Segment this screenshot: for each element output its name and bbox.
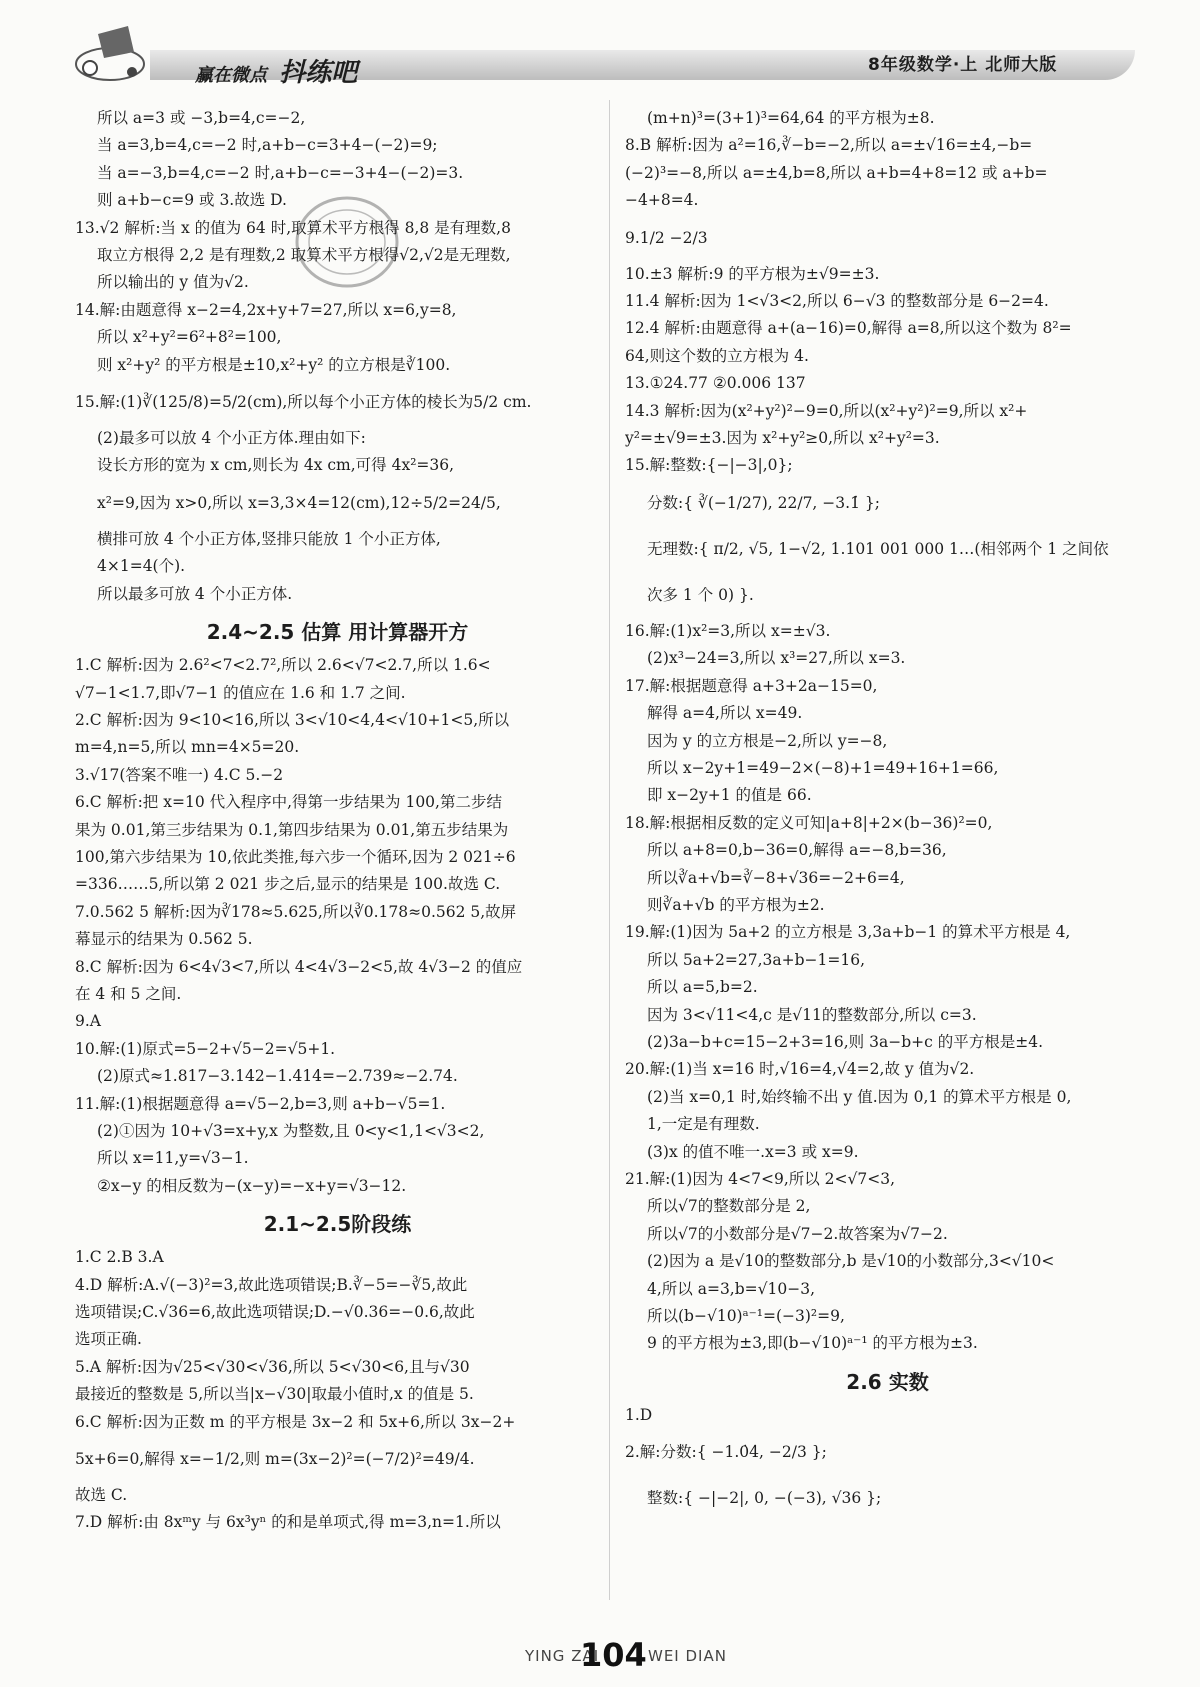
answer-line: 所以 a+8=0,b−36=0,解得 a=−8,b=36, [647, 841, 947, 860]
answer-line: 21.解:(1)因为 4<7<9,所以 2<√7<3, [625, 1170, 896, 1188]
answer-line: (−2)³=−8,所以 a=±4,b=8,所以 a+b=4+8=12 或 a+b= [625, 163, 1048, 182]
answer-line: 选项错误;C.√36=6,故此选项错误;D.−√0.36=−0.6,故此 [75, 1303, 475, 1322]
answer-line: 8.C 解析:因为 6<4√3<7,所以 4<4√3−2<5,故 4√3−2 的值应 [75, 957, 523, 976]
answer-line: 所以(b−√10)ᵃ⁻¹=(−3)²=9, [647, 1307, 845, 1326]
answer-line: x²=9,因为 x>0,所以 x=3,3×4=12(cm),12÷5/2=24/5, [97, 493, 501, 512]
answer-line: 4×1=4(个). [97, 557, 186, 576]
answer-line: 在 4 和 5 之间. [75, 984, 182, 1003]
answer-line: 1.D [625, 1405, 653, 1424]
answer-line: 11.解:(1)根据题意得 a=√5−2,b=3,则 a+b−√5=1. [75, 1094, 446, 1113]
answer-line: 所以√7的小数部分是√7−2.故答案为√7−2. [647, 1224, 948, 1243]
page-number: 104 [580, 1636, 647, 1674]
answer-line: 当 a=−3,b=4,c=−2 时,a+b−c=−3+4−(−2)=3. [97, 163, 464, 182]
answer-line: 设长方形的宽为 x cm,则长为 4x cm,可得 4x²=36, [97, 456, 455, 475]
answer-line: 16.解:(1)x²=3,所以 x=±√3. [625, 621, 831, 640]
answer-line: 无理数:{ π/2, √5, 1−√2, 1.101 001 000 1…(相邻两个 1 之间依 [647, 539, 1109, 558]
answer-line: 1,一定是有理数. [647, 1115, 760, 1134]
answer-line: (m+n)³=(3+1)³=64,64 的平方根为±8. [647, 109, 935, 127]
answer-line: 则∛a+√b 的平方根为±2. [647, 895, 825, 914]
answer-line: 则 x²+y² 的平方根是±10,x²+y² 的立方根是∛100. [97, 355, 451, 374]
answer-line: (3)x 的值不唯一.x=3 或 x=9. [647, 1142, 859, 1161]
answer-line: 选项正确. [75, 1330, 142, 1349]
header-slogan: 赢在微点 抖练吧 [195, 58, 358, 88]
answer-line: (2)①因为 10+√3=x+y,x 为整数,且 0<y<1,1<√3<2, [97, 1122, 485, 1140]
answer-line: 7.0.562 5 解析:因为∛178≈5.625,所以∛0.178≈0.562 5,故屏 [75, 902, 517, 921]
header-logo-text: 抖练吧 [279, 58, 358, 88]
answer-line: 1.C 解析:因为 2.6²<7<2.7²,所以 2.6<√7<2.7,所以 1.6< [75, 656, 491, 675]
answer-line: 最接近的整数是 5,所以当|x−√30|取最小值时,x 的值是 5. [75, 1385, 474, 1404]
answer-line: 幕显示的结果为 0.562 5. [75, 930, 253, 949]
answer-line: 故选 C. [75, 1486, 128, 1505]
answer-line: √7−1<1.7,即√7−1 的值应在 1.6 和 1.7 之间. [75, 683, 406, 702]
answer-line: 所以√7的整数部分是 2, [647, 1197, 811, 1216]
answer-line: 所以输出的 y 值为√2. [97, 273, 249, 292]
answer-line: 19.解:(1)因为 5a+2 的立方根是 3,3a+b−1 的算术平方根是 4, [625, 923, 1071, 942]
answer-line: =336……5,所以第 2 021 步之后,显示的结果是 100.故选 C. [75, 875, 501, 894]
answer-line: 20.解:(1)当 x=16 时,√16=4,√4=2,故 y 值为√2. [625, 1060, 975, 1079]
footer-left-text: YING ZAI [525, 1647, 600, 1665]
column-divider [609, 100, 610, 1600]
section-heading: 2.1~2.5阶段练 [263, 1212, 412, 1237]
answer-line: 64,则这个数的立方根为 4. [625, 346, 809, 365]
answer-line: 13.①24.77 ②0.006 137 [625, 374, 806, 393]
answer-line: 1.C 2.B 3.A [75, 1248, 164, 1267]
answer-line: 13.√2 解析:当 x 的值为 64 时,取算术平方根得 8,8 是有理数,8 [75, 218, 511, 237]
answer-line: 所以 x²+y²=6²+8²=100, [97, 328, 282, 347]
answer-line: m=4,n=5,所以 mn=4×5=20. [75, 738, 300, 757]
answer-line: 次多 1 个 0) }. [647, 585, 754, 604]
answer-line: 17.解:根据题意得 a+3+2a−15=0, [625, 676, 878, 695]
answer-line: 所以 a=5,b=2. [647, 978, 758, 997]
answer-line: 所以 x=11,y=√3−1. [97, 1149, 249, 1168]
answer-line: 18.解:根据相反数的定义可知|a+8|+2×(b−36)²=0, [625, 813, 993, 832]
section-heading: 2.4~2.5 估算 用计算器开方 [206, 620, 469, 645]
answer-line: 4.D 解析:A.√(−3)²=3,故此选项错误;B.∛−5=−∛5,故此 [75, 1275, 468, 1294]
answer-line: 6.C 解析:因为正数 m 的平方根是 3x−2 和 5x+6,所以 3x−2+ [75, 1412, 516, 1431]
answer-line: 2.解:分数:{ −1.0̇4̇, −2/3 }; [625, 1443, 827, 1462]
answer-line: 14.3 解析:因为(x²+y²)²−9=0,所以(x²+y²)²=9,所以 x²+ [625, 401, 1028, 420]
answer-line: 9.1/2 −2/3 [625, 228, 708, 247]
answer-line: 因为 y 的立方根是−2,所以 y=−8, [647, 731, 888, 750]
answer-line: 12.4 解析:由题意得 a+(a−16)=0,解得 a=8,所以这个数为 8²= [625, 319, 1072, 338]
answer-line: (2)当 x=0,1 时,始终输不出 y 值.因为 0,1 的算术平方根是 0, [647, 1087, 1072, 1106]
answer-line: 所以 x−2y+1=49−2×(−8)+1=49+16+1=66, [647, 758, 999, 777]
answer-line: 100,第六步结果为 10,依此类推,每六步一个循环,因为 2 021÷6 [75, 847, 516, 866]
answer-line: 即 x−2y+1 的值是 66. [647, 786, 812, 805]
right-column [625, 105, 1150, 1521]
answer-line: 当 a=3,b=4,c=−2 时,a+b−c=3+4−(−2)=9; [97, 136, 438, 155]
page-header [0, 0, 1200, 100]
answer-line: (2)3a−b+c=15−2+3=16,则 3a−b+c 的平方根是±4. [647, 1032, 1043, 1051]
answer-line: (2)原式≈1.817−3.142−1.414=−2.739≈−2.74. [97, 1067, 458, 1086]
answer-line: (2)x³−24=3,所以 x³=27,所以 x=3. [647, 649, 906, 668]
answer-line: 分数:{ ∛(−1/27), 22/7, −3.1̇ }; [647, 493, 880, 512]
answer-line: −4+8=4. [625, 191, 699, 210]
answer-line: 10.解:(1)原式=5−2+√5−2=√5+1. [75, 1039, 336, 1058]
answer-line: 取立方根得 2,2 是有理数,2 取算术平方根得√2,√2是无理数, [97, 246, 511, 265]
answer-line: 5.A 解析:因为√25<√30<√36,所以 5<√30<6,且与√30 [75, 1357, 470, 1376]
answer-line: 7.D 解析:由 8xᵐy 与 6x³yⁿ 的和是单项式,得 m=3,n=1.所以 [75, 1513, 501, 1532]
answer-line: 15.解:(1)∛(125/8)=5/2(cm),所以每个小正方体的棱长为5/2 cm. [75, 393, 532, 412]
answer-line: 9 的平方根为±3,即(b−√10)ᵃ⁻¹ 的平方根为±3. [647, 1334, 978, 1353]
left-column [75, 105, 600, 1537]
answer-line: 2.C 解析:因为 9<10<16,所以 3<√10<4,4<√10+1<5,所以 [75, 710, 510, 729]
footer-right-text: WEI DIAN [648, 1647, 727, 1665]
answer-line: 所以∛a+√b=∛−8+√36=−2+6=4, [647, 868, 905, 887]
answer-line: 因为 3<√11<4,c 是√11的整数部分,所以 c=3. [647, 1005, 977, 1024]
answer-line: 所以最多可放 4 个小正方体. [97, 584, 293, 603]
answer-line: 14.解:由题意得 x−2=4,2x+y+7=27,所以 x=6,y=8, [75, 300, 457, 319]
answer-line: ②x−y 的相反数为−(x−y)=−x+y=√3−12. [97, 1176, 407, 1195]
page-footer [0, 1636, 1200, 1674]
answer-line: 6.C 解析:把 x=10 代入程序中,得第一步结果为 100,第二步结 [75, 793, 502, 812]
answer-line: 10.±3 解析:9 的平方根为±√9=±3. [625, 264, 880, 283]
answer-line: 8.B 解析:因为 a²=16,∛−b=−2,所以 a=±√16=±4,−b= [625, 136, 1033, 155]
answer-line: (2)最多可以放 4 个小正方体.理由如下: [97, 429, 366, 448]
answer-line: (2)因为 a 是√10的整数部分,b 是√10的小数部分,3<√10< [647, 1252, 1055, 1271]
answer-line: 9.A [75, 1012, 101, 1031]
answer-line: y²=±√9=±3.因为 x²+y²≥0,所以 x²+y²=3. [625, 429, 940, 448]
answer-line: 则 a+b−c=9 或 3.故选 D. [97, 191, 287, 210]
answer-line: 4,所以 a=3,b=√10−3, [647, 1279, 816, 1298]
answer-line: 整数:{ −|−2|, 0, −(−3), √36 }; [647, 1489, 882, 1508]
answer-line: 横排可放 4 个小正方体,竖排只能放 1 个小正方体, [97, 529, 441, 548]
answer-line: 果为 0.01,第三步结果为 0.1,第四步结果为 0.01,第五步结果为 [75, 820, 509, 839]
section-heading: 2.6 实数 [846, 1369, 929, 1394]
book-title: 8年级数学·上 北师大版 [868, 55, 1058, 75]
answer-line: 3.√17(答案不唯一) 4.C 5.−2 [75, 765, 284, 784]
answer-line: 15.解:整数:{−|−3|,0}; [625, 456, 793, 475]
answer-line: 5x+6=0,解得 x=−1/2,则 m=(3x−2)²=(−7/2)²=49/4. [75, 1450, 475, 1469]
answer-line: 所以 a=3 或 −3,b=4,c=−2, [97, 109, 306, 127]
answer-line: 11.4 解析:因为 1<√3<2,所以 6−√3 的整数部分是 6−2=4. [625, 292, 1049, 311]
answer-line: 所以 5a+2=27,3a+b−1=16, [647, 950, 866, 969]
answer-line: 解得 a=4,所以 x=49. [647, 704, 803, 723]
